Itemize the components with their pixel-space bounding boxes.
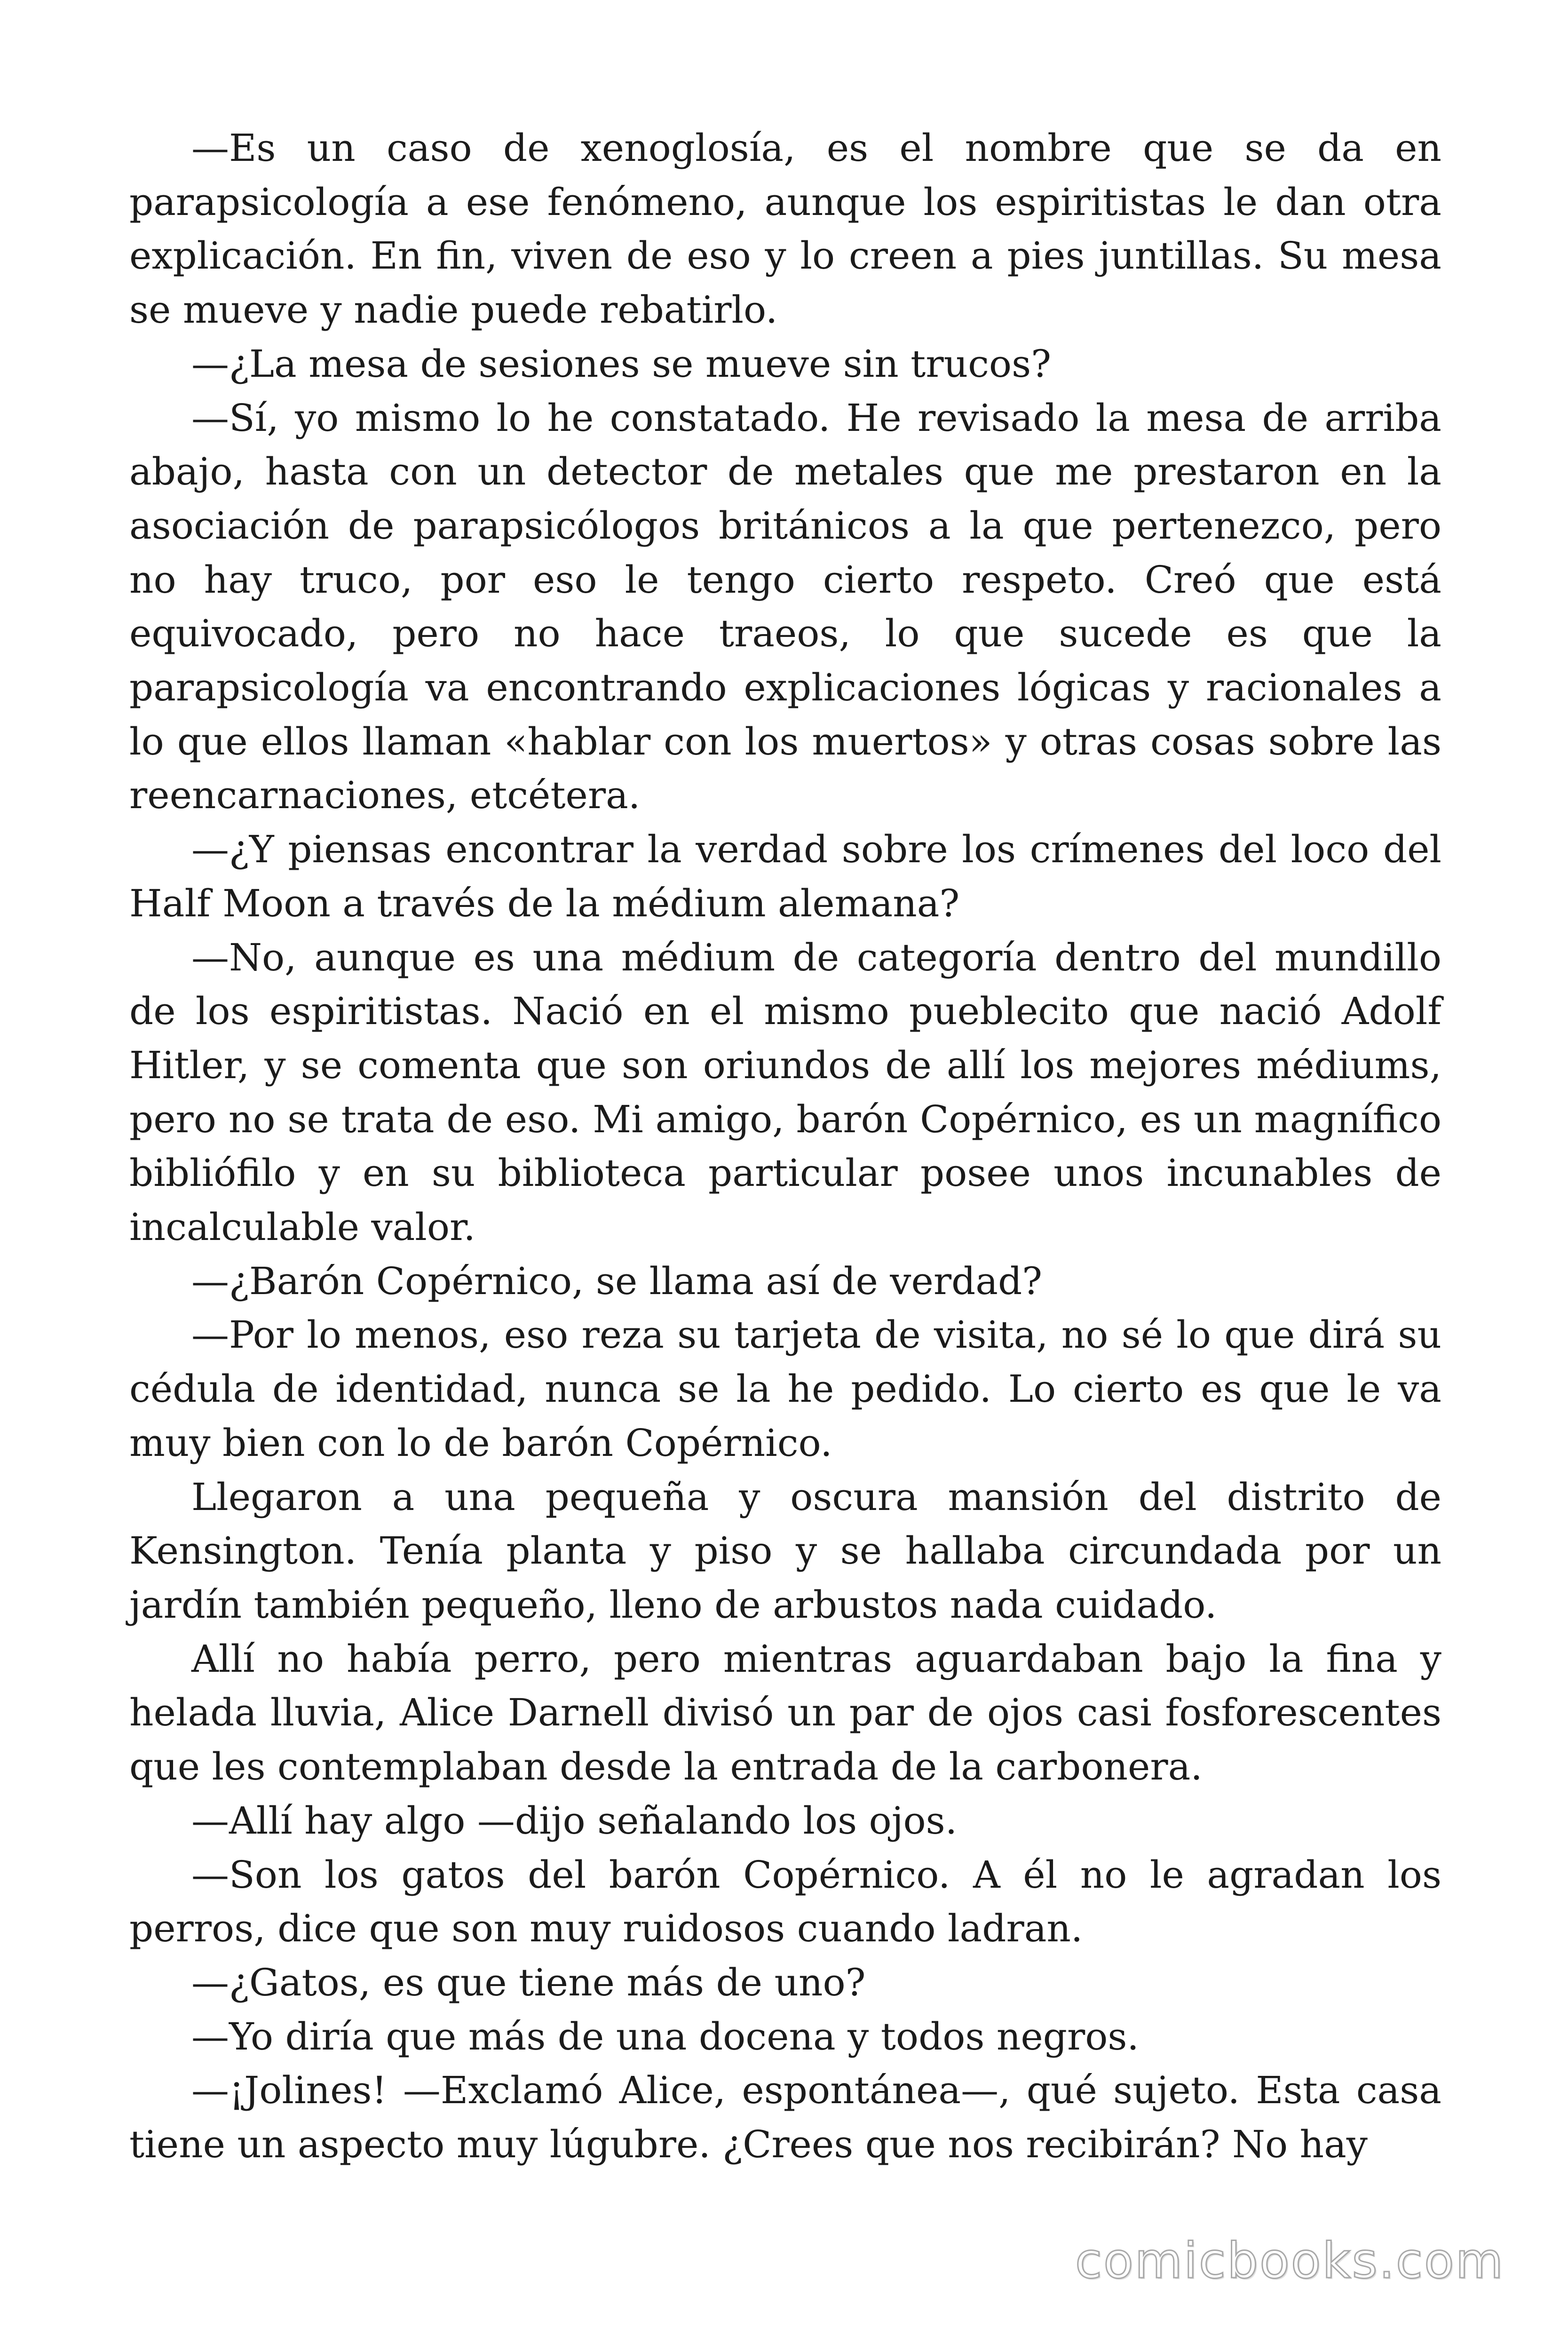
- paragraph: Llegaron a una pequeña y oscura mansión del distrito de Kensington. Tenía planta y piso y se hallaba circundada por un jardín también pequeño, lleno de arbustos nada cuidado.: [129, 1475, 1441, 1627]
- paragraph: —No, aunque es una médium de categoría dentro del mundillo de los espiritistas. Nació en el mismo pueblecito que nació Adolf Hitler, y se comenta que son oriundos de allí los mejores médiums, pero no se trata de eso. Mi amigo, barón Copérnico, es un magnífico bibliófilo y en su biblioteca particular posee unos incunables de incalculable valor.: [129, 935, 1441, 1249]
- paragraph: —¿Y piensas encontrar la verdad sobre los crímenes del loco del Half Moon a través de la médium alemana?: [129, 827, 1441, 925]
- paragraph: —Sí, yo mismo lo he constatado. He revisado la mesa de arriba abajo, hasta con un detector de metales que me prestaron en la asociación de parapsicólogos británicos a la que pertenezco, pero no hay truco, por eso le tengo cierto respeto. Creó que está equivocado, pero no hace traeos, lo que sucede es que la parapsicología va encontrando explicaciones lógicas y racionales a lo que ellos llaman «hablar con los muertos» y otras cosas sobre las reencarnaciones, etcétera.: [129, 396, 1441, 818]
- body-text: [129, 121, 1441, 2172]
- paragraph: —¿Gatos, es que tiene más de uno?: [191, 1960, 866, 2004]
- paragraph: —Es un caso de xenoglosía, es el nombre que se da en parapsicología a ese fenómeno, aunque los espiritistas le dan otra explicación. En fin, viven de eso y lo creen a pies juntillas. Su mesa se mueve y nadie puede rebatirlo.: [129, 126, 1441, 332]
- paragraph: —¿Barón Copérnico, se llama así de verdad?: [191, 1259, 1043, 1303]
- paragraph: —¡Jolines! —Exclamó Alice, espontánea—, qué sujeto. Esta casa tiene un aspecto muy lúgubre. ¿Crees que nos recibirán? No hay: [129, 2068, 1441, 2167]
- paragraph: —Por lo menos, eso reza su tarjeta de visita, no sé lo que dirá su cédula de identidad, nunca se la he pedido. Lo cierto es que le va muy bien con lo de barón Copérnico.: [129, 1313, 1441, 1465]
- watermark: comicbooks.com: [1075, 2232, 1505, 2289]
- paragraph: —Yo diría que más de una docena y todos negros.: [191, 2014, 1139, 2058]
- paragraph: —Allí hay algo —dijo señalando los ojos.: [191, 1798, 958, 1843]
- paragraph: —Son los gatos del barón Copérnico. A él no le agradan los perros, dice que son muy ruidosos cuando ladran.: [129, 1852, 1441, 1951]
- paragraph: —¿La mesa de sesiones se mueve sin trucos?: [191, 342, 1052, 386]
- paragraph: Allí no había perro, pero mientras aguardaban bajo la fina y helada lluvia, Alice Darnell divisó un par de ojos casi fosforescentes que les contemplaban desde la entrada de la carbonera.: [129, 1637, 1441, 1789]
